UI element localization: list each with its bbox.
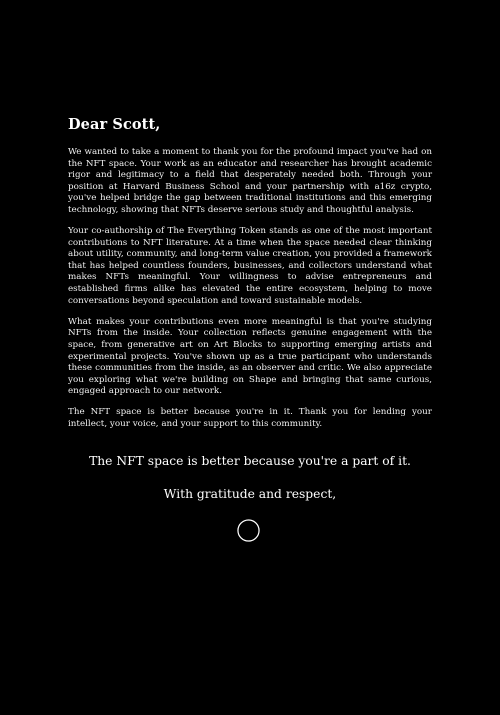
letter-body: [68, 147, 432, 440]
letter-paragraph-3: What makes your contributions even more meaningful is that you're studying NFTs from the inside. Your collection reflects genuine engagement with the space, from generative art on Art Blocks to supporting emerging artists and experimental projects. You've shown up as a true participant who understands these communities from the inside, as an observer and critic. We also appreciate you exploring what we're building on Shape and bringing that same curious, engaged approach to our network.: [68, 316, 432, 397]
closing-line: The NFT space is better because you're a part of it.: [89, 454, 411, 468]
letter-paragraph-2: Your co-authorship of The Everything Token stands as one of the most important contributions to NFT literature. At a time when the space needed clear thinking about utility, community, and long-term value creation, you provided a framework that has helped countless founders, businesses, and collectors understand what makes NFTs meaningful. Your willingness to advise entrepreneurs and established firms alike has elevated the entire ecosystem, helping to move conversations beyond speculation and toward sustainable models.: [68, 226, 432, 306]
circle-signature-icon: [237, 519, 260, 542]
letter-paragraph-4: The NFT space is better because you're in it. Thank you for lending your intellect, your voice, and your support to this community.: [68, 407, 432, 429]
letter-paragraph-1: We wanted to take a moment to thank you for the profound impact you've had on the NFT space. Your work as an educator and researcher has brought academic rigor and legitimacy to a field that desperately needed both. Through your position at Harvard Business School and your partnership with a16z crypto, you've helped bridge the gap between traditional institutions and this emerging technology, showing that NFTs deserve serious study and thoughtful analysis.: [68, 147, 432, 215]
sign-off: With gratitude and respect,: [163, 487, 337, 501]
letter-salutation: Dear Scott,: [68, 116, 161, 133]
